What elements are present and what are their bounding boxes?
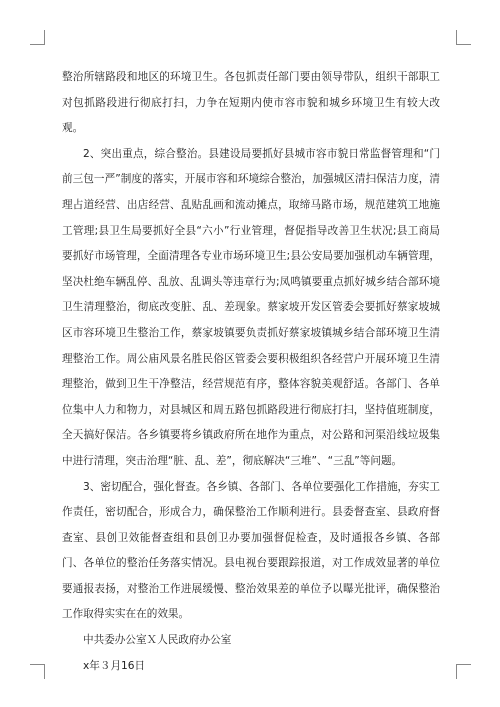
crop-mark-top-left	[30, 30, 45, 45]
signature-date: x年３月16日	[83, 659, 146, 672]
crop-mark-bottom-left	[30, 664, 45, 679]
paragraph-key-remediation: 2、突出重点，综合整治。县建设局要抓好县城市容市貌日常监督管理和“门前三包一严”制度的落实，开展市容和环境综合整治，加强城区清扫保洁力度，清理占道经营、出店经营、乱贴乱画和流动摊点，取缔马路市场，规范建筑工地施工管理;县卫生局要抓好全县“六小”行业管理，督促指导改善卫生状况;县工商局要抓好市场管理，全面清理各专业市场环境卫生;县公安局要加强机动车辆管理，坚决杜绝车辆乱停、乱放、乱调头等违章行为;凤鸣镇要重点抓好城乡结合部环境卫生清理整治，彻底改变脏、乱、差现象。蔡家坡开发区管委会要抓好蔡家坡城区市容环境卫生整治工作，蔡家坡镇要负责抓好蔡家坡镇城乡结合部环境卫生清理整治工作。周公庙风景名胜民俗区管委会要积极组织各经营户开展环境卫生清理整治，做到卫生干净整洁，经营规范有序，整体容貌美观舒适。各部门、各单位集中人力和物力，对县城区和周五路包抓路段进行彻底打扫，坚持值班制度，全天搞好保洁。各乡镇要将乡镇政府所在地作为重点，对公路和河渠沿线垃圾集中进行清理，突击治理“脏、乱、差”，彻底解决“三堆”、“三乱”等问题。	[62, 147, 440, 467]
document-body	[62, 65, 440, 679]
signature-issuer: 中共委办公室Ｘ人民政府办公室	[83, 634, 232, 647]
crop-mark-top-right	[456, 30, 471, 45]
paragraph-continuation: 整治所辖路段和地区的环境卫生。各包抓责任部门要由领导带队，组织干部职工对包抓路段进行彻底打扫，力争在短期内使市容市貌和城乡环境卫生有较大改观。	[62, 71, 440, 135]
paragraph-supervision: 3、密切配合，强化督查。各乡镇、各部门、各单位要强化工作措施，夯实工作责任，密切配合，形成合力，确保整治工作顺利进行。县委督查室、县政府督查室、县创卫效能督查组和县创卫办要加强督促检查，及时通报各乡镇、各部门、各单位的整治任务落实情况。县电视台要跟踪报道，对工作成效显著的单位要通报表扬，对整治工作进展缓慢、整治效果差的单位予以曝光批评，确保整治工作取得实实在在的效果。	[62, 480, 440, 621]
crop-mark-bottom-right	[456, 664, 471, 679]
